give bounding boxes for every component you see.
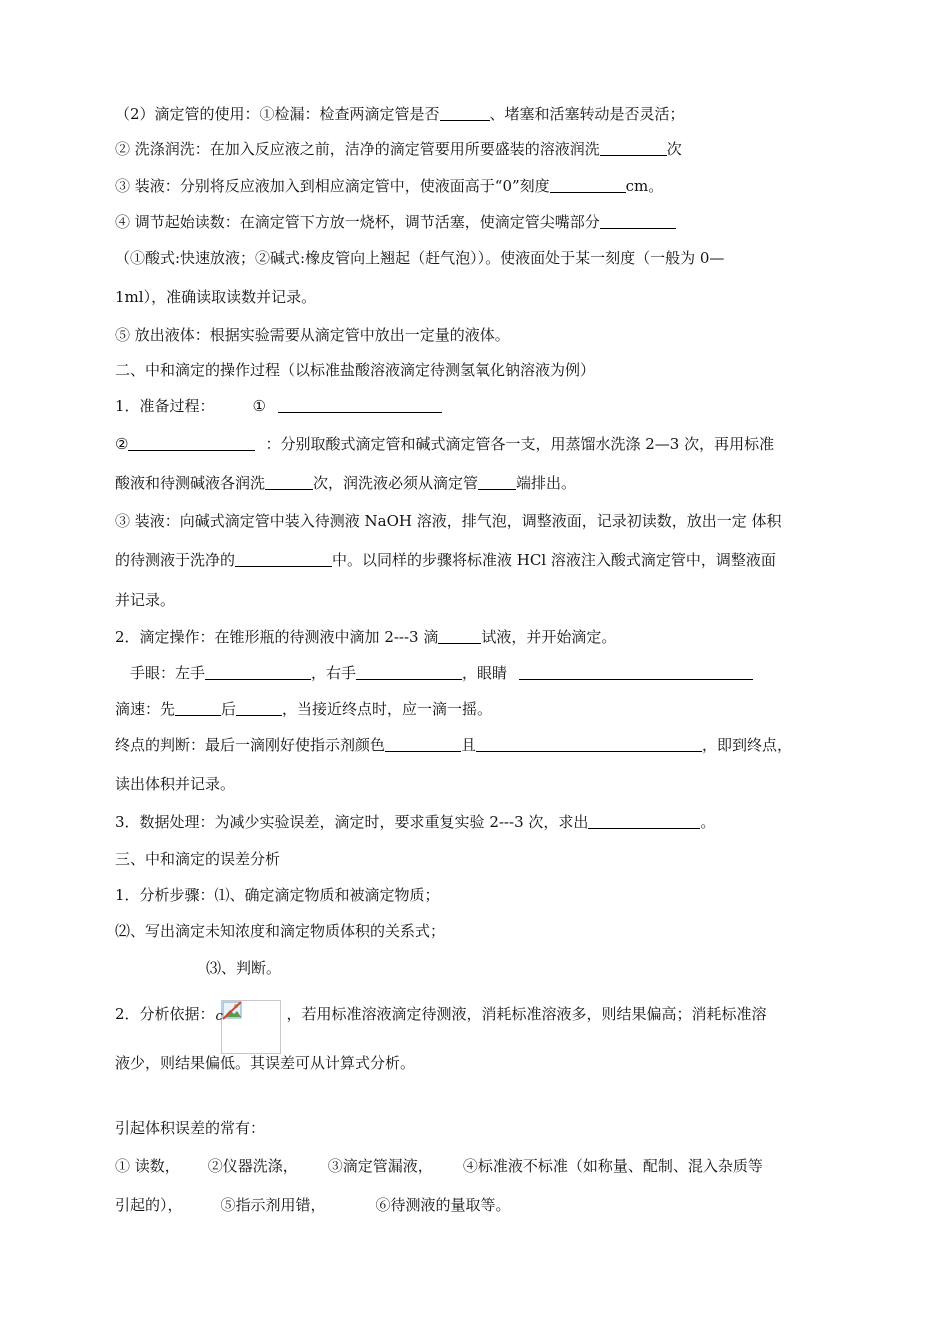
text: ，右手	[311, 664, 357, 682]
text: ⑤指示剂用错，	[220, 1196, 326, 1214]
text: ，当接近终点时，应一滴一摇。	[282, 700, 493, 718]
text: ③滴定管漏液，	[327, 1157, 433, 1175]
text: 、堵塞和活塞转动是否灵活；	[489, 105, 685, 123]
line-titration-operation	[115, 627, 616, 647]
line-release-liquid	[115, 325, 510, 345]
text: 二、中和滴定的操作过程（以标准盐酸溶液滴定待测氢氧化钠溶液为例）	[115, 361, 596, 379]
blank-field[interactable]	[236, 700, 282, 716]
blank-field[interactable]	[235, 551, 332, 567]
blank-field[interactable]	[175, 700, 221, 716]
blank-field[interactable]	[476, 736, 702, 752]
text: 手眼：左手	[130, 664, 206, 682]
text: ，若用标准溶液滴定待测液，消耗标准溶液多，则结果偏高；消耗标准溶	[286, 1005, 767, 1023]
blank-field[interactable]	[519, 664, 753, 680]
text: ②仪器洗涤，	[207, 1157, 298, 1175]
blank-field[interactable]	[205, 664, 311, 680]
line-acid-base-note	[115, 248, 724, 268]
section-heading-error-analysis	[115, 849, 280, 869]
text: ① 读数，	[115, 1157, 180, 1175]
text: ③ 装液：向碱式滴定管中装入待测液 NaOH 溶液，排气泡，调整液面，记录初读数，放出一定 体积	[115, 512, 782, 530]
line-rinse	[115, 139, 682, 159]
text: 2．分析依据：	[115, 1005, 215, 1023]
line-record	[115, 590, 175, 610]
blank-field[interactable]	[385, 736, 461, 752]
blank-field[interactable]	[278, 397, 442, 413]
blank-field[interactable]	[438, 628, 481, 644]
line-data-processing	[115, 812, 715, 832]
text: 1ml），准确读取读数并记录。	[115, 288, 317, 306]
text: ，即到终点，	[702, 736, 793, 754]
text: 三、中和滴定的误差分析	[115, 850, 281, 868]
text: cm。	[625, 177, 664, 195]
line-burette-wash	[115, 434, 774, 454]
line-endpoint-judgement	[115, 735, 792, 755]
line-record-reading	[115, 287, 316, 307]
line-rinse-times	[115, 473, 576, 493]
text: 引起的），	[115, 1196, 183, 1214]
text: 并记录。	[115, 591, 176, 609]
line-hand-eye	[130, 663, 753, 683]
blank-field[interactable]	[478, 474, 516, 490]
text: 次	[666, 140, 682, 158]
text: （2）滴定管的使用：①检漏：检查两滴定管是否	[115, 105, 440, 123]
text: 酸液和待测碱液各润洗	[115, 474, 266, 492]
line-causes-list-1	[115, 1156, 763, 1176]
blank-field[interactable]	[550, 177, 626, 193]
line-into-flask	[115, 550, 776, 570]
blank-field[interactable]	[440, 105, 490, 121]
text: ⑶、判断。	[206, 959, 282, 977]
text: ② 洗涤润洗：在加入反应液之前，洁净的滴定管要用所要盛装的溶液润洗	[115, 140, 600, 158]
text: 3．数据处理：为减少实验误差，滴定时，要求重复实验 2---3 次，求出	[115, 813, 589, 831]
text: 的待测液于洗净的	[115, 551, 236, 569]
blank-field[interactable]	[356, 664, 462, 680]
line-preparation	[115, 396, 442, 416]
text: 次，润洗液必须从滴定管	[313, 474, 479, 492]
line-initial-reading	[115, 212, 676, 232]
text: 1．分析步骤：⑴、确定滴定物质和被滴定物质；	[115, 886, 440, 904]
text: 滴速：先	[115, 700, 176, 718]
line-fill	[115, 176, 663, 196]
formula-image-placeholder	[215, 1000, 281, 1054]
line-relation-formula	[115, 921, 445, 941]
text: ⑵、写出滴定未知浓度和滴定物质体积的关系式；	[115, 922, 446, 940]
line-analysis-steps	[115, 885, 440, 905]
text: ⑥待测液的量取等。	[375, 1196, 511, 1214]
line-load-naoh	[115, 511, 782, 531]
blank-field[interactable]	[600, 213, 676, 229]
line-read-volume	[115, 774, 235, 794]
text: ①	[252, 397, 266, 415]
text: ⑤ 放出液体：根据实验需要从滴定管中放出一定量的液体。	[115, 326, 510, 344]
text: 后	[221, 700, 237, 718]
text: ②	[115, 435, 129, 453]
line-burette-leak-check	[115, 104, 685, 124]
text: 2．滴定操作：在锥形瓶的待测液中滴加 2---3 滴	[115, 628, 439, 646]
text: 1．准备过程：	[115, 397, 215, 415]
blank-field[interactable]	[588, 813, 700, 829]
line-causes-list-2	[115, 1195, 511, 1215]
blank-field[interactable]	[265, 474, 313, 490]
text: 读出体积并记录。	[115, 775, 236, 793]
text: ④标准液不标准（如称量、配制、混入杂质等	[462, 1157, 763, 1175]
text: ：分别取酸式滴定管和碱式滴定管各一支，用蒸馏水洗涤 2—3 次，再用标准	[265, 435, 775, 453]
blank-field[interactable]	[600, 140, 667, 156]
formula-symbol: c	[215, 1009, 223, 1024]
broken-image-icon	[222, 1001, 244, 1021]
text: ③ 装液：分别将反应液加入到相应滴定管中，使液面高于“0”刻度	[115, 177, 550, 195]
text: 引起体积误差的常有：	[115, 1119, 266, 1137]
line-result-low	[115, 1053, 415, 1073]
text: 端排出。	[516, 474, 577, 492]
line-analysis-basis	[115, 1004, 767, 1054]
section-heading-procedure	[115, 360, 595, 380]
text: 终点的判断：最后一滴刚好使指示剂颜色	[115, 736, 386, 754]
text: ，眼睛	[462, 664, 508, 682]
text: （①酸式:快速放液；②碱式:橡皮管向上翘起（赶气泡））。使液面处于某一刻度（一般为 0—	[115, 249, 725, 267]
text: 中。以同样的步骤将标准液 HCl 溶液注入酸式滴定管中，调整液面	[332, 551, 776, 569]
text: ④ 调节起始读数：在滴定管下方放一烧杯，调节活塞，使滴定管尖嘴部分	[115, 213, 600, 231]
text: 。	[700, 813, 716, 831]
text: 且	[461, 736, 477, 754]
text: 试液，并开始滴定。	[481, 628, 617, 646]
text: 液少，则结果偏低。其误差可从计算式分析。	[115, 1054, 416, 1072]
line-volume-error-causes	[115, 1118, 265, 1138]
line-drip-speed	[115, 699, 492, 719]
blank-field[interactable]	[128, 435, 255, 451]
line-judge	[206, 958, 281, 978]
